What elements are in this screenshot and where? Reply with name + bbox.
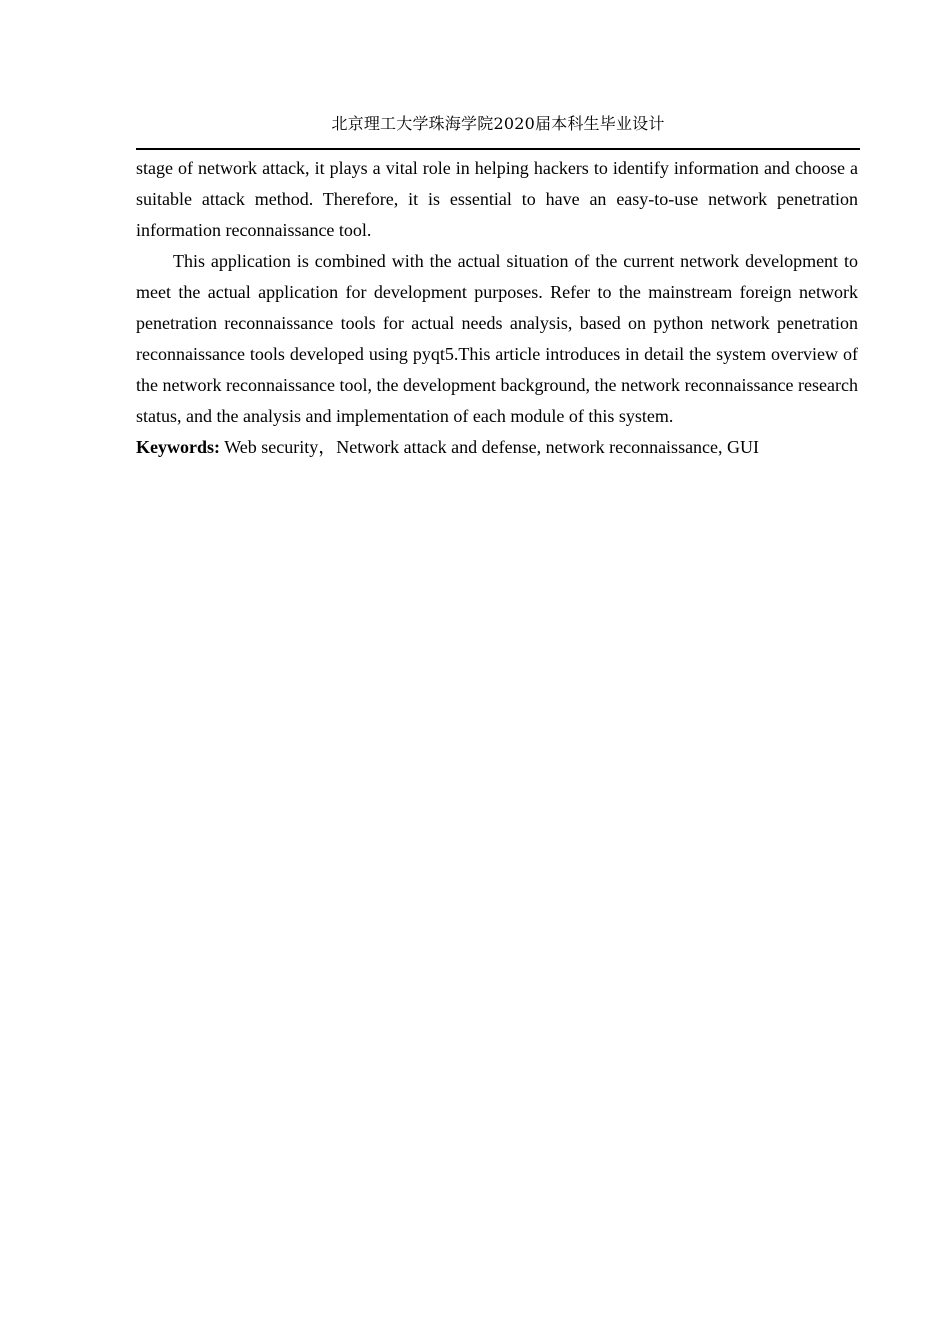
abstract-paragraph: This application is combined with the actual situation of the current network development to meet the actual application for development purposes. Refer to the mainstream foreign network penetration reconnaissance tools for actual needs analysis, based on python network penetration reconnaissance tools developed using pyqt5.This article introduces in detail the system overview of the network reconnaissance tool, the development background, the network reconnaissance research status, and the analysis and implementation of each module of this system. <box>136 251 858 426</box>
abstract-body <box>136 153 858 463</box>
abstract-paragraph-continued: stage of network attack, it plays a vital role in helping hackers to identify information and choose a suitable attack method. Therefore, it is essential to have an easy-to-use network penetration information reconnaissance tool. <box>136 158 858 240</box>
running-header: 北京理工大学珠海学院2020届本科生毕业设计 <box>331 114 665 133</box>
keywords-label: Keywords: <box>136 437 220 457</box>
keywords-line <box>136 432 858 463</box>
keywords-text: Web security，Network attack and defense, network reconnaissance, GUI <box>224 437 760 457</box>
header-divider <box>136 148 860 150</box>
